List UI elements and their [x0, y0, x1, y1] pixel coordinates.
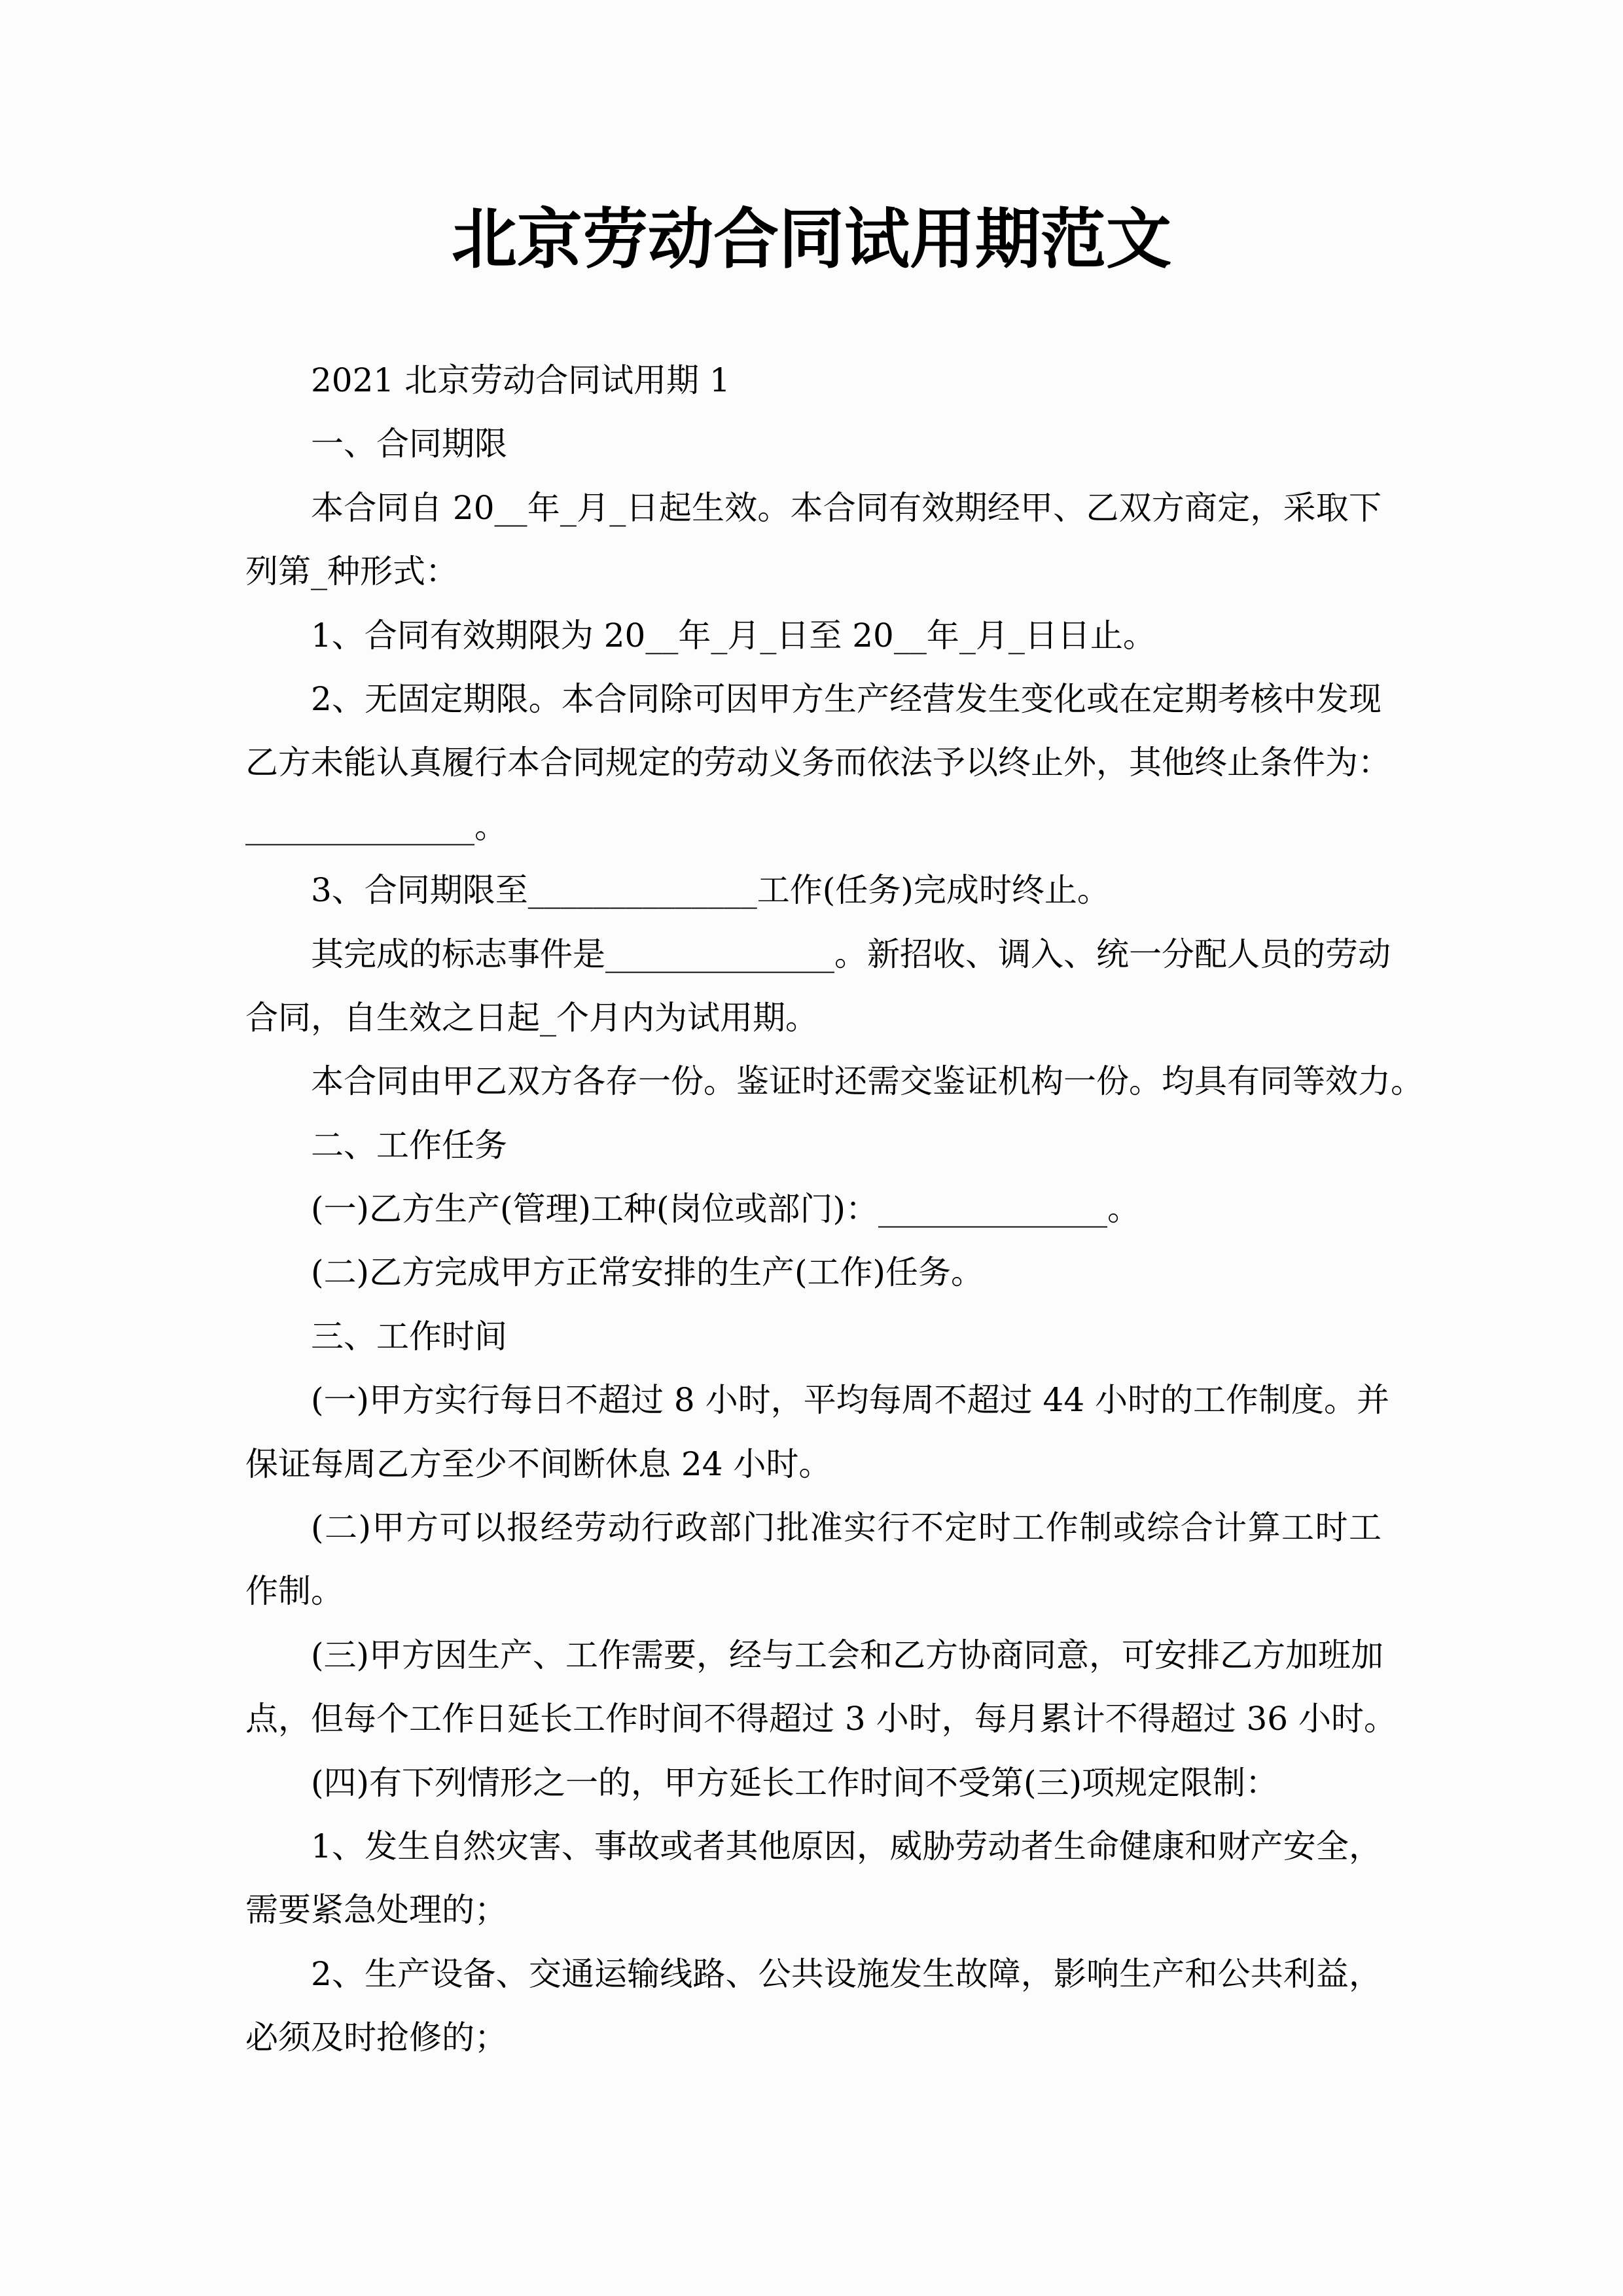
document-title: 北京劳动合同试用期范文 — [452, 200, 1171, 278]
text-line: (三)甲方因生产、工作需要，经与工会和乙方协商同意，可安排乙方加班加 — [311, 1636, 1384, 1674]
paragraph-overtime — [245, 1624, 1397, 1751]
paragraph-hours-limit — [245, 1369, 1390, 1496]
text-line: (四)有下列情形之一的，甲方延长工作时间不受第(三)项规定限制： — [311, 1763, 1279, 1802]
paragraph-job-type — [245, 1177, 1382, 1241]
paragraph-effective-date — [245, 476, 1382, 604]
section-heading: 一、合同期限 — [311, 425, 507, 463]
text-line: 3、合同期限至______________工作(任务)完成时终止。 — [311, 871, 1110, 910]
text-line: 本合同自 20__年_月_日起生效。本合同有效期经甲、乙双方商定，采取下 — [311, 488, 1382, 527]
section-heading-work-tasks — [245, 1114, 1382, 1177]
paragraph-exception-2 — [245, 1943, 1382, 2070]
text-line: (一)甲方实行每日不超过 8 小时，平均每周不超过 44 小时的工作制度。并 — [311, 1381, 1390, 1420]
paragraph-overtime-exceptions — [245, 1751, 1382, 1815]
section-heading: 三、工作时间 — [311, 1317, 507, 1355]
document-body — [245, 349, 1423, 2070]
text-line: (二)乙方完成甲方正常安排的生产(工作)任务。 — [311, 1253, 984, 1292]
text-line: (一)乙方生产(管理)工种(岗位或部门)：______________。 — [311, 1190, 1141, 1229]
section-heading-contract-term — [245, 412, 1382, 476]
text-line: 2、生产设备、交通运输线路、公共设施发生故障，影响生产和公共利益， — [311, 1954, 1382, 1993]
text-line: 乙方未能认真履行本合同规定的劳动义务而依法予以终止外，其他终止条件为： — [245, 744, 1391, 782]
section-heading: 二、工作任务 — [311, 1126, 507, 1164]
fill-in-blank-line: ______________。 — [245, 807, 507, 846]
paragraph-flexible-hours — [245, 1496, 1382, 1624]
text-line: 其完成的标志事件是______________。新招收、调入、统一分配人员的劳动 — [311, 935, 1391, 973]
text-line: 需要紧急处理的； — [245, 1891, 507, 1929]
text-line: 合同，自生效之日起_个月内为试用期。 — [245, 998, 818, 1037]
section-heading-work-hours — [245, 1305, 1382, 1369]
text-line: 2、无固定期限。本合同除可因甲方生产经营发生变化或在定期考核中发现 — [311, 679, 1382, 718]
text-line: 本合同由甲乙双方各存一份。鉴证时还需交鉴证机构一份。均具有同等效力。 — [311, 1062, 1423, 1101]
paragraph-exception-1 — [245, 1815, 1382, 1943]
paragraph-open-term — [245, 668, 1391, 859]
text-line: 点，但每个工作日延长工作时间不得超过 3 小时，每月累计不得超过 36 小时。 — [245, 1700, 1397, 1738]
paragraph-subtitle — [245, 349, 1382, 412]
text-line: 必须及时抢修的； — [245, 2018, 507, 2057]
paragraph-probation — [245, 923, 1391, 1050]
paragraph-copies — [245, 1050, 1423, 1113]
text-line: 2021 北京劳动合同试用期 1 — [311, 361, 730, 399]
text-line: (二)甲方可以报经劳动行政部门批准实行不定时工作制或综合计算工时工 — [311, 1509, 1382, 1547]
text-line: 列第_种形式： — [245, 552, 458, 591]
text-line: 1、合同有效期限为 20__年_月_日至 20__年_月_日日止。 — [311, 616, 1156, 655]
paragraph-task-term — [245, 859, 1382, 922]
text-line: 1、发生自然灾害、事故或者其他原因，威胁劳动者生命健康和财产安全， — [311, 1827, 1382, 1865]
paragraph-fixed-term — [245, 604, 1382, 668]
text-line: 作制。 — [245, 1572, 344, 1611]
paragraph-complete-tasks — [245, 1241, 1382, 1304]
text-line: 保证每周乙方至少不间断休息 24 小时。 — [245, 1444, 832, 1483]
